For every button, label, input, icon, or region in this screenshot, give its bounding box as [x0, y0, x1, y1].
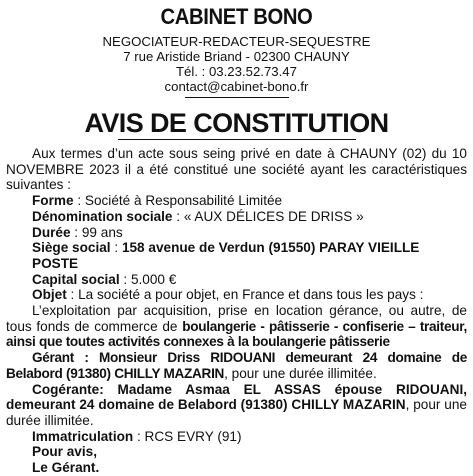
notice-title: AVIS DE CONSTITUTION: [84, 108, 389, 138]
objet-detail: [6, 303, 467, 350]
closing-line-2: Le Gérant.: [32, 460, 100, 476]
value-cogerante: : Madame Asmaa EL ASSAS épouse RIDOUANI, demeurant 24 domaine de Belabord (91380) CHILLY MAZARIN: [6, 381, 467, 413]
gerant-duration: , pour une durée illimitée.: [224, 365, 377, 381]
value-forme: : Société à Responsabilité Limitée: [73, 193, 283, 209]
label-objet: Objet: [32, 287, 67, 303]
cabinet-name: CABINET BONO: [160, 4, 313, 29]
objet-detail-text: L’exploitation par acquisition, prise en location gérance, ou autre, de tous fonds de commerce de: [6, 303, 467, 334]
siege-separator: :: [110, 240, 122, 256]
value-capital: : 5.000 €: [119, 271, 177, 287]
field-gerant: [6, 350, 467, 381]
value-siege: 158 avenue de Verdun (91550) PARAY VIEILLE POSTE: [32, 240, 420, 271]
label-gerant: Gérant: [32, 350, 75, 366]
label-duree: Durée: [32, 224, 71, 240]
field-immatriculation: [6, 429, 467, 445]
label-forme: Forme: [32, 193, 74, 209]
cabinet-subtitle: NEGOCIATEUR-REDACTEUR-SEQUESTRE: [102, 34, 371, 49]
value-gerant: : Monsieur Driss RIDOUANI demeurant 24 domaine de Belabord (91380) CHILLY MAZARIN: [6, 350, 467, 381]
field-capital: [6, 272, 467, 288]
field-forme: [6, 193, 467, 209]
closing-signature: [6, 460, 467, 476]
field-siege: [6, 240, 467, 271]
value-immatriculation: : RCS EVRY (91): [133, 428, 242, 444]
field-objet: [6, 287, 467, 303]
cabinet-details: [6, 34, 467, 94]
header-divider: [185, 97, 289, 98]
label-cogerante: Cogérante: [32, 381, 100, 397]
label-immatriculation: Immatriculation: [32, 428, 134, 444]
field-duree: [6, 225, 467, 241]
cabinet-address: 7 rue Aristide Briand - 02300 CHAUNY: [123, 49, 350, 64]
label-capital: Capital social: [32, 271, 120, 287]
notice-body: [6, 146, 467, 476]
objet-detail-activities: boulangerie - pâtisserie - confiserie – traiteur, ainsi que toutes activités connexes à la boulangerie pâtisserie: [6, 318, 467, 350]
field-cogerante: [6, 382, 467, 429]
cabinet-email: contact@cabinet-bono.fr: [164, 79, 309, 94]
value-denomination: : « AUX DÉLICES DE DRISS »: [172, 208, 364, 224]
cogerante-duration: , pour une durée illimitée.: [6, 397, 467, 428]
closing-pour-avis: [6, 444, 467, 460]
label-denomination: Dénomination sociale: [32, 208, 173, 224]
cabinet-phone: Tél. : 03.23.52.73.47: [176, 64, 297, 79]
value-objet: : La société a pour objet, en France et dans tous les pays :: [66, 287, 424, 303]
field-denomination: [6, 209, 467, 225]
label-siege: Siège social: [32, 240, 111, 256]
value-duree: : 99 ans: [70, 224, 123, 240]
title-underline: [118, 139, 356, 140]
legal-notice-page: [0, 4, 473, 476]
cabinet-header: [6, 4, 467, 98]
notice-intro: Aux termes d’un acte sous seing privé en date à CHAUNY (02) du 10 NOVEMBRE 2023 il a été constitué une société ayant les caractéristiques suivantes :: [6, 146, 467, 193]
closing-line-1: Pour avis,: [32, 444, 97, 460]
